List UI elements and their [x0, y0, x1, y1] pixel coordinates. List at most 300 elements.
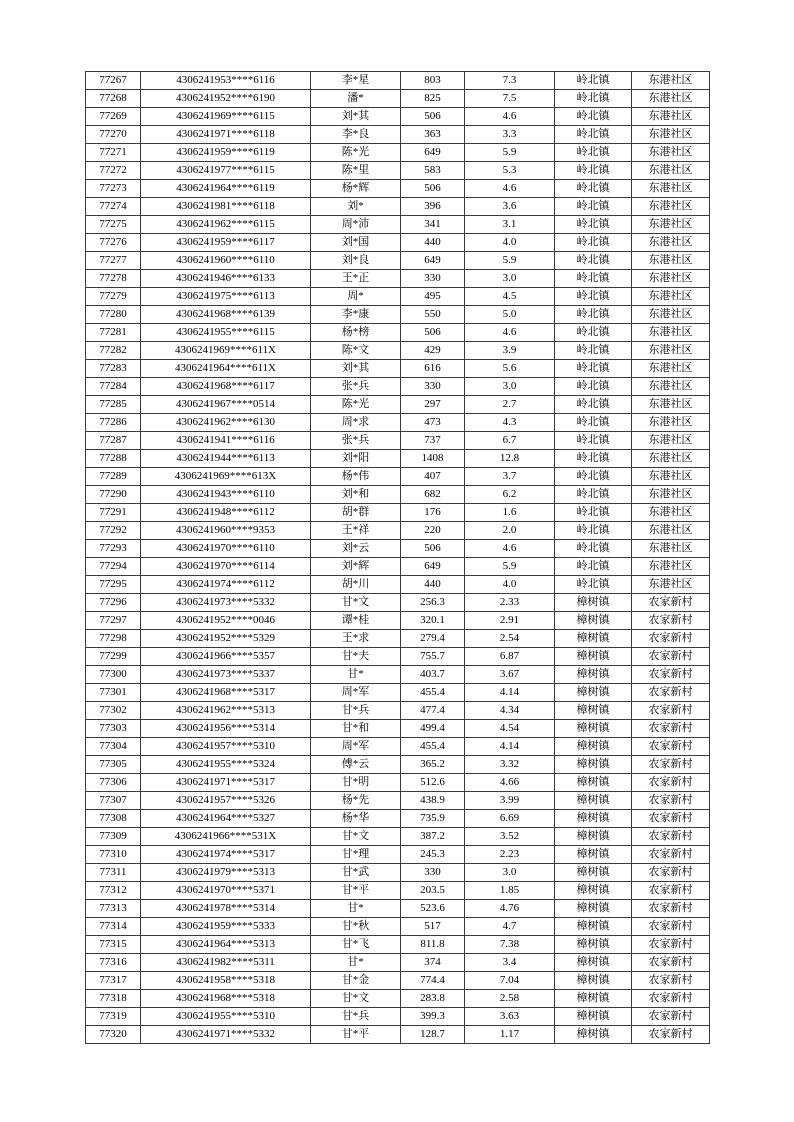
table-cell-amount: 438.9: [401, 792, 465, 810]
table-cell-name: 李*星: [311, 72, 401, 90]
table-cell-community: 东港社区: [632, 558, 710, 576]
table-cell-name: 王*正: [311, 270, 401, 288]
table-cell-index: 77272: [86, 162, 141, 180]
table-row: [86, 504, 710, 522]
table-cell-amount: 825: [401, 90, 465, 108]
table-cell-index: 77283: [86, 360, 141, 378]
table-row: [86, 792, 710, 810]
table-cell-name: 杨*先: [311, 792, 401, 810]
table-cell-community: 东港社区: [632, 252, 710, 270]
table-cell-rate: 4.6: [465, 324, 555, 342]
table-cell-amount: 495: [401, 288, 465, 306]
table-cell-town: 樟树镇: [555, 666, 632, 684]
table-cell-community: 农家新村: [632, 702, 710, 720]
table-row: [86, 846, 710, 864]
table-row: [86, 108, 710, 126]
table-cell-rate: 4.14: [465, 738, 555, 756]
table-cell-rate: 2.23: [465, 846, 555, 864]
table-cell-name: 刘*其: [311, 108, 401, 126]
table-row: [86, 810, 710, 828]
table-cell-id-number: 4306241957****5326: [141, 792, 311, 810]
table-row: [86, 648, 710, 666]
table-cell-amount: 203.5: [401, 882, 465, 900]
table-cell-community: 东港社区: [632, 504, 710, 522]
table-cell-id-number: 4306241981****6118: [141, 198, 311, 216]
table-cell-amount: 429: [401, 342, 465, 360]
table-cell-town: 樟树镇: [555, 864, 632, 882]
table-cell-rate: 6.87: [465, 648, 555, 666]
table-cell-amount: 128.7: [401, 1026, 465, 1044]
table-cell-index: 77284: [86, 378, 141, 396]
table-cell-index: 77271: [86, 144, 141, 162]
table-cell-community: 东港社区: [632, 486, 710, 504]
table-cell-id-number: 4306241971****5332: [141, 1026, 311, 1044]
table-cell-town: 岭北镇: [555, 288, 632, 306]
table-cell-name: 周*军: [311, 684, 401, 702]
table-cell-id-number: 4306241948****6112: [141, 504, 311, 522]
table-cell-community: 东港社区: [632, 324, 710, 342]
table-row: [86, 324, 710, 342]
table-cell-rate: 5.6: [465, 360, 555, 378]
table-cell-index: 77297: [86, 612, 141, 630]
table-cell-community: 农家新村: [632, 828, 710, 846]
table-cell-town: 岭北镇: [555, 252, 632, 270]
table-cell-town: 樟树镇: [555, 720, 632, 738]
table-cell-community: 东港社区: [632, 144, 710, 162]
table-cell-community: 农家新村: [632, 864, 710, 882]
table-cell-index: 77313: [86, 900, 141, 918]
table-cell-index: 77291: [86, 504, 141, 522]
table-row: [86, 702, 710, 720]
table-cell-index: 77307: [86, 792, 141, 810]
table-cell-name: 周*: [311, 288, 401, 306]
table-cell-rate: 2.58: [465, 990, 555, 1008]
table-cell-amount: 440: [401, 234, 465, 252]
table-cell-community: 农家新村: [632, 972, 710, 990]
table-cell-name: 周*求: [311, 414, 401, 432]
table-cell-index: 77318: [86, 990, 141, 1008]
table-row: [86, 126, 710, 144]
table-cell-id-number: 4306241974****6112: [141, 576, 311, 594]
table-cell-town: 岭北镇: [555, 486, 632, 504]
table-cell-rate: 7.3: [465, 72, 555, 90]
table-cell-id-number: 4306241962****6115: [141, 216, 311, 234]
table-cell-town: 樟树镇: [555, 702, 632, 720]
table-row: [86, 972, 710, 990]
table-cell-town: 岭北镇: [555, 432, 632, 450]
table-cell-town: 岭北镇: [555, 342, 632, 360]
table-cell-name: 胡*川: [311, 576, 401, 594]
table-cell-amount: 399.3: [401, 1008, 465, 1026]
table-cell-index: 77273: [86, 180, 141, 198]
table-cell-name: 刘*国: [311, 234, 401, 252]
table-cell-community: 东港社区: [632, 234, 710, 252]
table-cell-amount: 365.2: [401, 756, 465, 774]
table-cell-amount: 440: [401, 576, 465, 594]
table-cell-amount: 245.3: [401, 846, 465, 864]
table-cell-id-number: 4306241970****6114: [141, 558, 311, 576]
table-cell-name: 刘*阳: [311, 450, 401, 468]
table-cell-amount: 374: [401, 954, 465, 972]
table-cell-amount: 755.7: [401, 648, 465, 666]
table-cell-community: 东港社区: [632, 162, 710, 180]
table-cell-community: 东港社区: [632, 306, 710, 324]
table-cell-name: 甘*夫: [311, 648, 401, 666]
table-cell-town: 岭北镇: [555, 234, 632, 252]
table-cell-id-number: 4306241970****5371: [141, 882, 311, 900]
table-cell-amount: 387.2: [401, 828, 465, 846]
table-cell-id-number: 4306241982****5311: [141, 954, 311, 972]
table-cell-name: 甘*飞: [311, 936, 401, 954]
table-cell-name: 傅*云: [311, 756, 401, 774]
table-cell-index: 77316: [86, 954, 141, 972]
table-cell-town: 岭北镇: [555, 306, 632, 324]
table-cell-rate: 4.34: [465, 702, 555, 720]
table-cell-community: 东港社区: [632, 270, 710, 288]
table-cell-amount: 176: [401, 504, 465, 522]
table-cell-id-number: 4306241970****6110: [141, 540, 311, 558]
table-cell-amount: 499.4: [401, 720, 465, 738]
table-cell-town: 樟树镇: [555, 684, 632, 702]
table-cell-community: 农家新村: [632, 900, 710, 918]
table-cell-rate: 1.6: [465, 504, 555, 522]
table-cell-town: 岭北镇: [555, 414, 632, 432]
table-row: [86, 342, 710, 360]
table-cell-index: 77311: [86, 864, 141, 882]
table-cell-name: 刘*辉: [311, 558, 401, 576]
table-cell-town: 樟树镇: [555, 792, 632, 810]
table-cell-index: 77317: [86, 972, 141, 990]
table-cell-index: 77308: [86, 810, 141, 828]
table-cell-id-number: 4306241959****6119: [141, 144, 311, 162]
table-cell-name: 潘*: [311, 90, 401, 108]
table-cell-community: 东港社区: [632, 288, 710, 306]
table-cell-amount: 279.4: [401, 630, 465, 648]
table-cell-amount: 616: [401, 360, 465, 378]
table-cell-name: 甘*文: [311, 594, 401, 612]
table-cell-rate: 3.6: [465, 198, 555, 216]
table-cell-index: 77298: [86, 630, 141, 648]
table-cell-town: 樟树镇: [555, 990, 632, 1008]
table-cell-amount: 649: [401, 252, 465, 270]
table-cell-community: 东港社区: [632, 378, 710, 396]
table-cell-community: 东港社区: [632, 198, 710, 216]
table-row: [86, 558, 710, 576]
table-cell-rate: 1.17: [465, 1026, 555, 1044]
table-cell-name: 甘*金: [311, 972, 401, 990]
table-cell-town: 岭北镇: [555, 324, 632, 342]
table-cell-name: 陈*光: [311, 144, 401, 162]
table-cell-amount: 363: [401, 126, 465, 144]
table-cell-index: 77270: [86, 126, 141, 144]
table-cell-amount: 396: [401, 198, 465, 216]
table-cell-name: 甘*兵: [311, 1008, 401, 1026]
table-cell-rate: 3.0: [465, 270, 555, 288]
table-cell-id-number: 4306241943****6110: [141, 486, 311, 504]
table-cell-index: 77293: [86, 540, 141, 558]
table-cell-community: 农家新村: [632, 918, 710, 936]
table-cell-town: 岭北镇: [555, 72, 632, 90]
table-cell-rate: 6.7: [465, 432, 555, 450]
table-cell-community: 农家新村: [632, 882, 710, 900]
table-cell-town: 樟树镇: [555, 882, 632, 900]
table-cell-community: 东港社区: [632, 90, 710, 108]
table-cell-rate: 3.9: [465, 342, 555, 360]
table-cell-amount: 506: [401, 540, 465, 558]
table-row: [86, 522, 710, 540]
table-cell-town: 樟树镇: [555, 846, 632, 864]
table-cell-rate: 1.85: [465, 882, 555, 900]
records-table-body: [86, 72, 710, 1044]
table-cell-amount: 330: [401, 270, 465, 288]
table-cell-amount: 320.1: [401, 612, 465, 630]
table-cell-index: 77290: [86, 486, 141, 504]
table-cell-community: 东港社区: [632, 126, 710, 144]
table-cell-amount: 1408: [401, 450, 465, 468]
table-cell-name: 刘*: [311, 198, 401, 216]
table-cell-community: 东港社区: [632, 216, 710, 234]
table-cell-name: 甘*和: [311, 720, 401, 738]
table-cell-index: 77300: [86, 666, 141, 684]
table-cell-rate: 6.2: [465, 486, 555, 504]
table-cell-index: 77287: [86, 432, 141, 450]
table-cell-amount: 774.4: [401, 972, 465, 990]
table-cell-index: 77294: [86, 558, 141, 576]
table-cell-id-number: 4306241974****5317: [141, 846, 311, 864]
table-cell-id-number: 4306241968****6139: [141, 306, 311, 324]
table-cell-community: 东港社区: [632, 522, 710, 540]
table-cell-rate: 2.91: [465, 612, 555, 630]
table-cell-rate: 5.9: [465, 252, 555, 270]
table-cell-id-number: 4306241969****613X: [141, 468, 311, 486]
table-cell-id-number: 4306241955****5310: [141, 1008, 311, 1026]
table-cell-town: 樟树镇: [555, 612, 632, 630]
table-cell-id-number: 4306241952****5329: [141, 630, 311, 648]
table-cell-name: 甘*文: [311, 990, 401, 1008]
table-cell-community: 东港社区: [632, 180, 710, 198]
table-cell-id-number: 4306241966****5357: [141, 648, 311, 666]
table-cell-amount: 473: [401, 414, 465, 432]
table-cell-rate: 3.32: [465, 756, 555, 774]
table-cell-town: 岭北镇: [555, 522, 632, 540]
table-cell-amount: 330: [401, 378, 465, 396]
table-cell-name: 甘*平: [311, 1026, 401, 1044]
table-cell-id-number: 4306241958****5318: [141, 972, 311, 990]
table-cell-amount: 297: [401, 396, 465, 414]
table-cell-name: 陈*里: [311, 162, 401, 180]
table-cell-name: 甘*: [311, 900, 401, 918]
table-cell-id-number: 4306241966****531X: [141, 828, 311, 846]
table-cell-amount: 803: [401, 72, 465, 90]
table-cell-rate: 4.6: [465, 180, 555, 198]
table-cell-rate: 4.3: [465, 414, 555, 432]
table-cell-index: 77314: [86, 918, 141, 936]
table-cell-community: 农家新村: [632, 810, 710, 828]
table-row: [86, 414, 710, 432]
table-cell-id-number: 4306241977****6115: [141, 162, 311, 180]
table-cell-rate: 3.0: [465, 864, 555, 882]
table-row: [86, 576, 710, 594]
table-cell-name: 杨*辉: [311, 180, 401, 198]
table-cell-community: 东港社区: [632, 108, 710, 126]
table-cell-rate: 7.38: [465, 936, 555, 954]
table-cell-amount: 506: [401, 180, 465, 198]
table-cell-community: 东港社区: [632, 468, 710, 486]
table-cell-index: 77296: [86, 594, 141, 612]
table-cell-id-number: 4306241960****6110: [141, 252, 311, 270]
table-cell-town: 樟树镇: [555, 936, 632, 954]
table-cell-name: 陈*文: [311, 342, 401, 360]
table-row: [86, 738, 710, 756]
table-row: [86, 234, 710, 252]
table-cell-rate: 7.04: [465, 972, 555, 990]
table-cell-id-number: 4306241946****6133: [141, 270, 311, 288]
table-cell-index: 77280: [86, 306, 141, 324]
table-cell-rate: 4.14: [465, 684, 555, 702]
table-cell-town: 岭北镇: [555, 144, 632, 162]
table-cell-town: 岭北镇: [555, 180, 632, 198]
table-cell-index: 77277: [86, 252, 141, 270]
table-cell-name: 李*良: [311, 126, 401, 144]
table-cell-amount: 341: [401, 216, 465, 234]
table-cell-name: 王*求: [311, 630, 401, 648]
table-cell-index: 77282: [86, 342, 141, 360]
table-cell-rate: 2.7: [465, 396, 555, 414]
table-cell-town: 岭北镇: [555, 216, 632, 234]
table-cell-id-number: 4306241955****5324: [141, 756, 311, 774]
table-cell-id-number: 4306241968****5318: [141, 990, 311, 1008]
table-cell-community: 东港社区: [632, 360, 710, 378]
table-cell-town: 岭北镇: [555, 90, 632, 108]
table-cell-town: 岭北镇: [555, 270, 632, 288]
table-cell-rate: 4.54: [465, 720, 555, 738]
table-cell-amount: 523.6: [401, 900, 465, 918]
table-cell-community: 农家新村: [632, 1008, 710, 1026]
table-cell-name: 甘*: [311, 954, 401, 972]
table-cell-community: 农家新村: [632, 936, 710, 954]
table-row: [86, 936, 710, 954]
table-row: [86, 288, 710, 306]
table-row: [86, 756, 710, 774]
table-row: [86, 954, 710, 972]
table-cell-id-number: 4306241975****6113: [141, 288, 311, 306]
table-cell-community: 农家新村: [632, 954, 710, 972]
table-cell-id-number: 4306241957****5310: [141, 738, 311, 756]
table-cell-amount: 283.8: [401, 990, 465, 1008]
table-cell-town: 樟树镇: [555, 900, 632, 918]
table-row: [86, 198, 710, 216]
table-cell-amount: 649: [401, 558, 465, 576]
table-cell-community: 农家新村: [632, 720, 710, 738]
table-cell-town: 樟树镇: [555, 756, 632, 774]
table-cell-community: 农家新村: [632, 990, 710, 1008]
table-cell-rate: 4.66: [465, 774, 555, 792]
table-cell-amount: 583: [401, 162, 465, 180]
table-cell-amount: 811.8: [401, 936, 465, 954]
table-cell-community: 农家新村: [632, 648, 710, 666]
table-cell-rate: 5.9: [465, 144, 555, 162]
table-cell-id-number: 4306241944****6113: [141, 450, 311, 468]
table-cell-name: 杨*伟: [311, 468, 401, 486]
table-cell-community: 东港社区: [632, 72, 710, 90]
table-row: [86, 396, 710, 414]
table-cell-community: 农家新村: [632, 792, 710, 810]
table-cell-town: 岭北镇: [555, 396, 632, 414]
table-row: [86, 90, 710, 108]
table-row: [86, 72, 710, 90]
table-cell-id-number: 4306241962****5313: [141, 702, 311, 720]
table-cell-name: 刘*云: [311, 540, 401, 558]
table-cell-id-number: 4306241971****5317: [141, 774, 311, 792]
table-cell-name: 杨*华: [311, 810, 401, 828]
table-row: [86, 144, 710, 162]
table-cell-name: 杨*榜: [311, 324, 401, 342]
table-cell-rate: 7.5: [465, 90, 555, 108]
table-cell-id-number: 4306241953****6116: [141, 72, 311, 90]
table-cell-rate: 3.99: [465, 792, 555, 810]
table-cell-amount: 735.9: [401, 810, 465, 828]
table-row: [86, 666, 710, 684]
table-cell-town: 岭北镇: [555, 450, 632, 468]
table-cell-name: 甘*文: [311, 828, 401, 846]
table-cell-index: 77306: [86, 774, 141, 792]
table-cell-id-number: 4306241964****6119: [141, 180, 311, 198]
table-cell-town: 樟树镇: [555, 594, 632, 612]
table-cell-index: 77305: [86, 756, 141, 774]
table-cell-amount: 737: [401, 432, 465, 450]
table-row: [86, 612, 710, 630]
table-row: [86, 468, 710, 486]
table-cell-name: 周*沛: [311, 216, 401, 234]
table-cell-rate: 4.6: [465, 540, 555, 558]
table-cell-amount: 220: [401, 522, 465, 540]
table-cell-town: 岭北镇: [555, 360, 632, 378]
table-cell-rate: 4.0: [465, 234, 555, 252]
table-cell-town: 岭北镇: [555, 540, 632, 558]
table-cell-id-number: 4306241964****5313: [141, 936, 311, 954]
table-cell-rate: 5.0: [465, 306, 555, 324]
table-cell-rate: 3.67: [465, 666, 555, 684]
table-cell-town: 岭北镇: [555, 126, 632, 144]
table-cell-amount: 407: [401, 468, 465, 486]
table-cell-rate: 2.0: [465, 522, 555, 540]
table-cell-id-number: 4306241973****5332: [141, 594, 311, 612]
table-cell-index: 77288: [86, 450, 141, 468]
table-row: [86, 252, 710, 270]
table-cell-id-number: 4306241955****6115: [141, 324, 311, 342]
table-cell-index: 77319: [86, 1008, 141, 1026]
table-cell-index: 77278: [86, 270, 141, 288]
table-cell-rate: 3.0: [465, 378, 555, 396]
table-cell-amount: 330: [401, 864, 465, 882]
table-cell-index: 77269: [86, 108, 141, 126]
table-cell-rate: 5.9: [465, 558, 555, 576]
table-cell-index: 77267: [86, 72, 141, 90]
table-cell-id-number: 4306241959****6117: [141, 234, 311, 252]
table-cell-name: 刘*和: [311, 486, 401, 504]
table-cell-index: 77292: [86, 522, 141, 540]
table-cell-community: 农家新村: [632, 1026, 710, 1044]
table-row: [86, 1026, 710, 1044]
table-row: [86, 378, 710, 396]
table-row: [86, 864, 710, 882]
table-cell-rate: 4.6: [465, 108, 555, 126]
table-cell-rate: 3.4: [465, 954, 555, 972]
table-cell-community: 农家新村: [632, 738, 710, 756]
table-cell-id-number: 4306241960****9353: [141, 522, 311, 540]
table-cell-community: 东港社区: [632, 432, 710, 450]
table-cell-rate: 4.0: [465, 576, 555, 594]
